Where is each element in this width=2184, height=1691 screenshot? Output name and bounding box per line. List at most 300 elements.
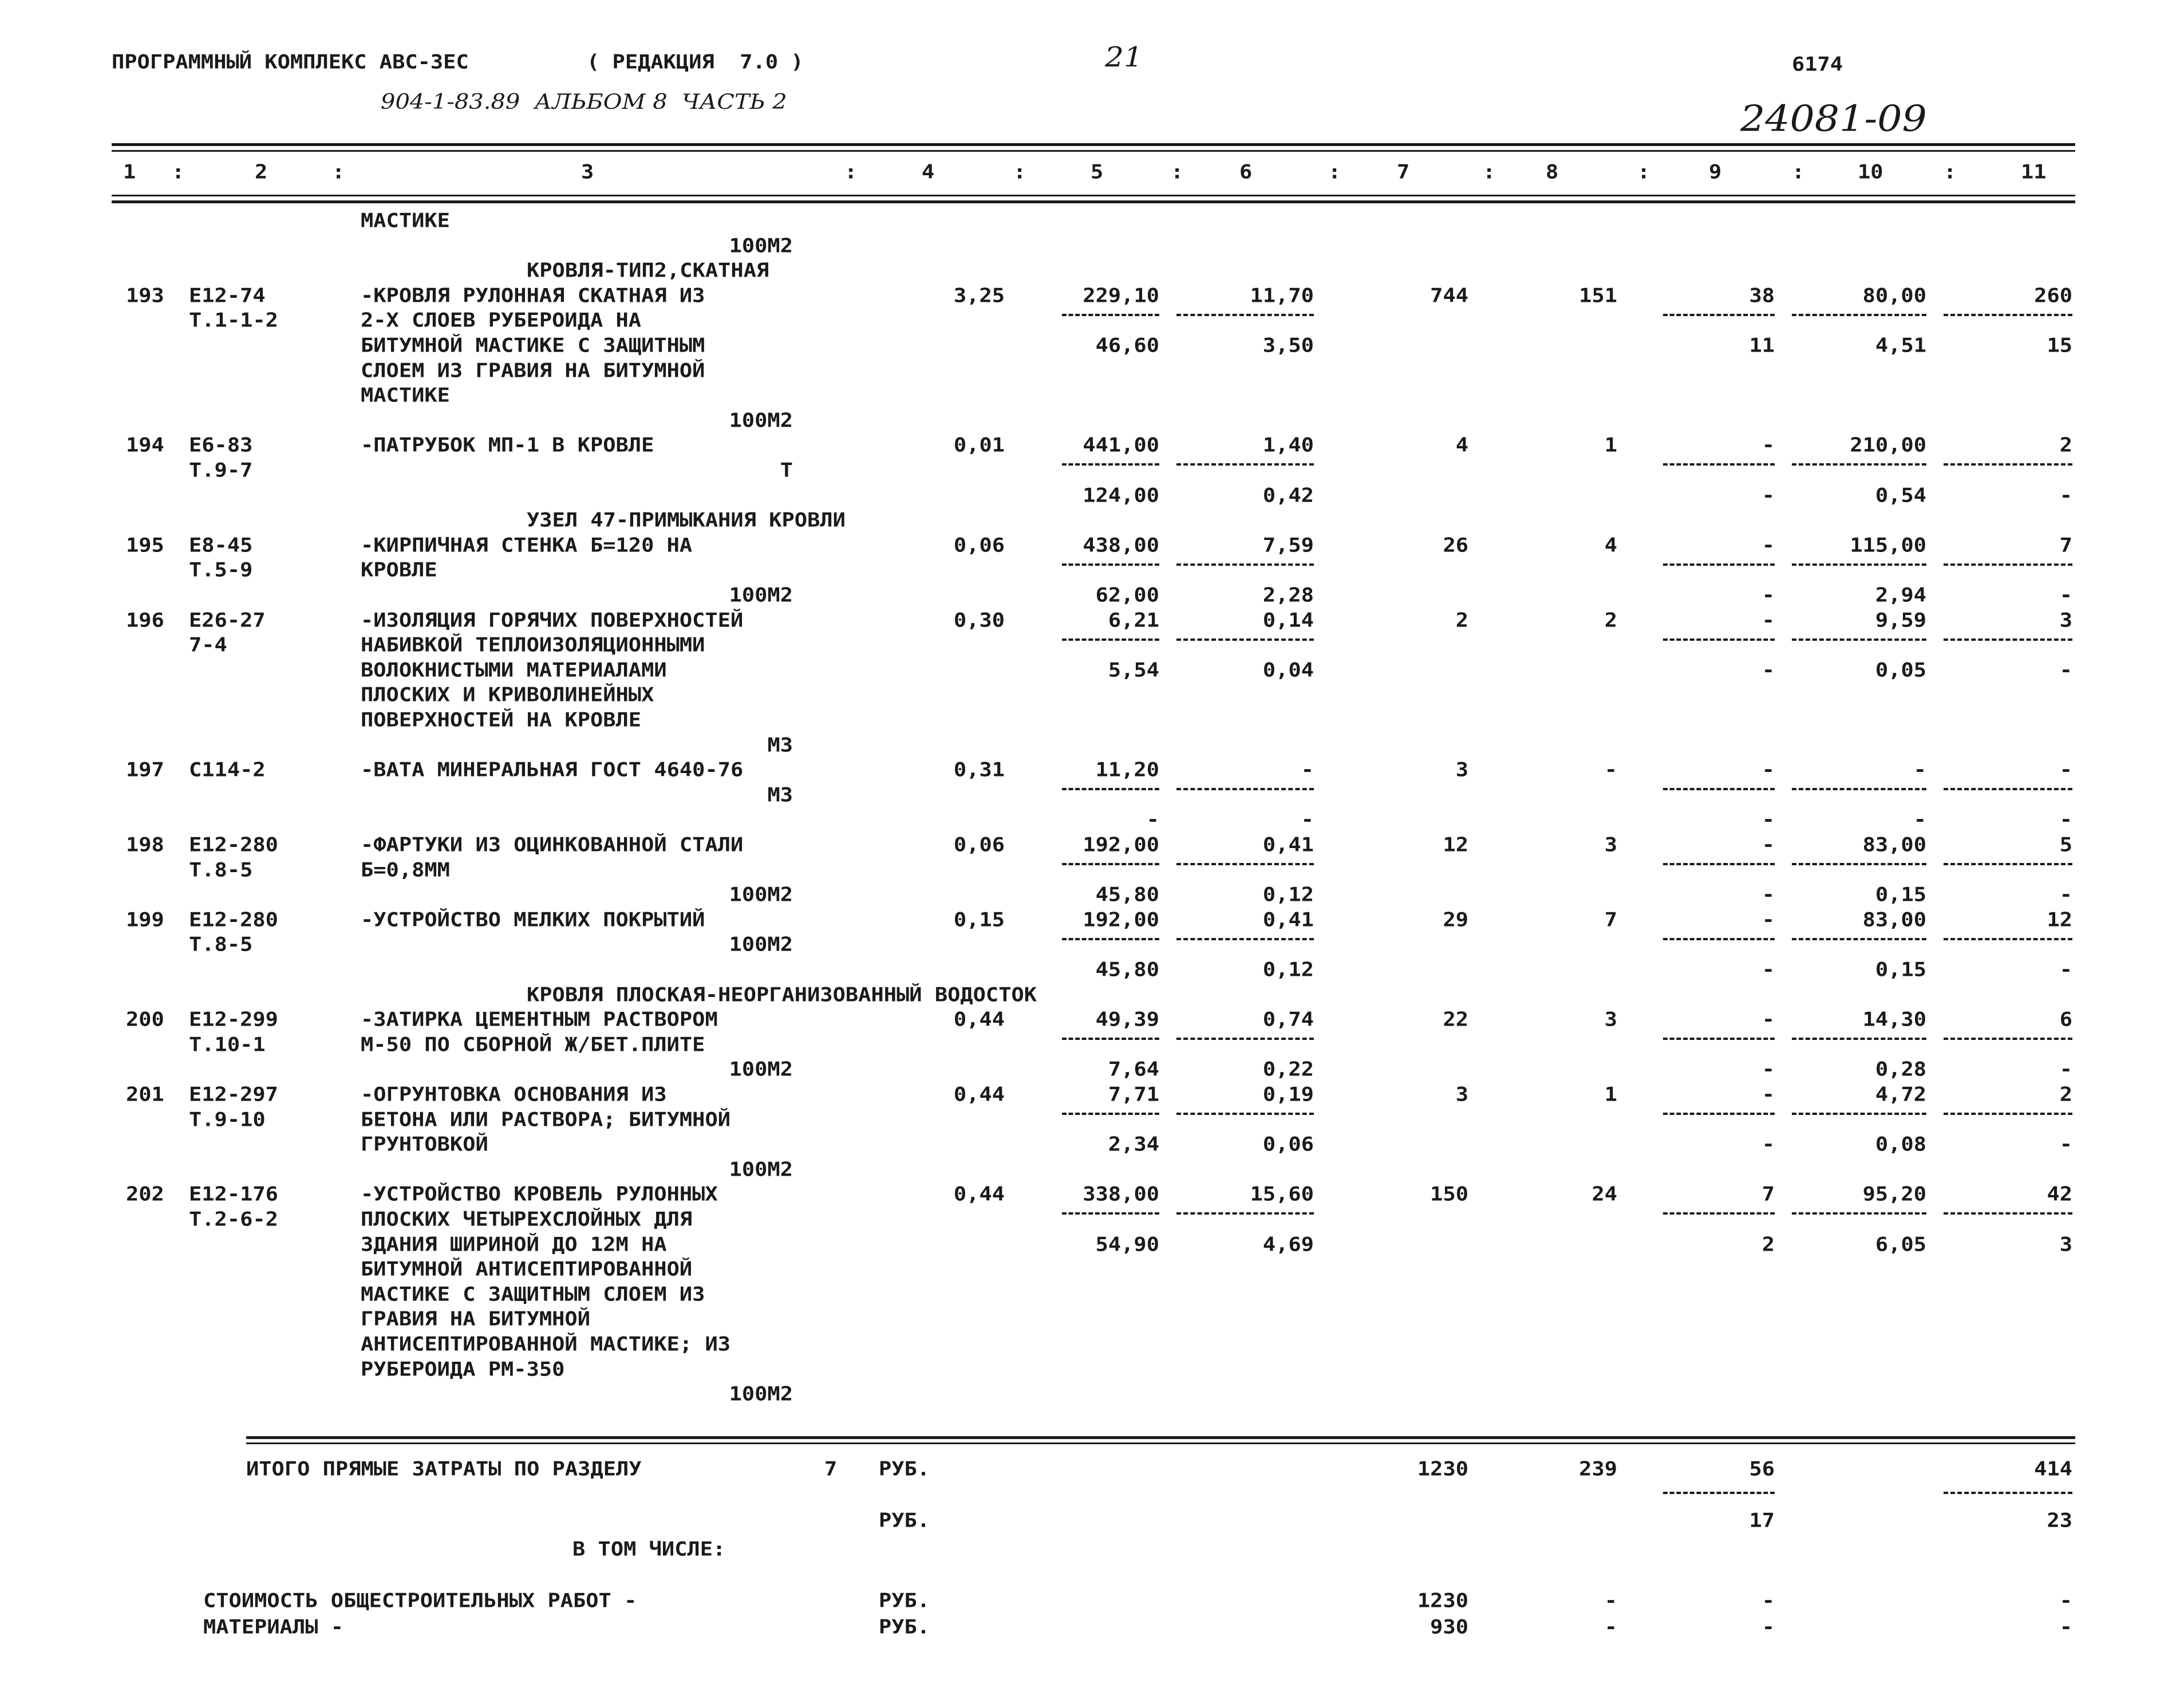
column-separator: : [1944, 160, 1957, 183]
subtotal-divider [1176, 563, 1314, 566]
unit-of-measure: Т [780, 459, 793, 482]
column-separator: : [1328, 160, 1341, 183]
work-description: -УСТРОЙСТВО КРОВЕЛЬ РУЛОННЫХ [361, 1182, 718, 1205]
work-description: -ЗАТИРКА ЦЕМЕНТНЫМ РАСТВОРОМ [361, 1008, 718, 1031]
item-number: 199 [126, 908, 164, 931]
column-separator: : [332, 160, 345, 183]
cell-col-7: 4 [1455, 433, 1468, 456]
subtotal-divider [1792, 1113, 1926, 1115]
cell-col-8: 24 [1591, 1182, 1617, 1205]
column-header-9: 9 [1709, 160, 1722, 183]
item-number: 196 [126, 609, 164, 632]
cell-col-6: 4,69 [1262, 1233, 1314, 1256]
column-header-5: 5 [1091, 160, 1104, 183]
cell-col-8: 2 [1604, 609, 1617, 632]
work-description: БЕТОНА ИЛИ РАСТВОРА; БИТУМНОЙ [361, 1108, 731, 1131]
item-number: 194 [126, 433, 164, 456]
totals-item-col-9: - [1762, 1615, 1775, 1638]
cell-col-10: 0,15 [1875, 883, 1926, 906]
totals-item-label: СТОИМОСТЬ ОБЩЕСТРОИТЕЛЬНЫХ РАБОТ - [203, 1589, 637, 1612]
cell-col-10: 95,20 [1862, 1182, 1926, 1205]
cell-col-10: 2,94 [1875, 584, 1926, 606]
subtotal-divider [1663, 788, 1775, 790]
cell-col-10: 6,05 [1875, 1233, 1926, 1256]
cell-col-10: 0,15 [1875, 958, 1926, 981]
cell-col-11: - [2059, 484, 2072, 507]
column-header-8: 8 [1546, 160, 1559, 183]
totals-unit: РУБ. [879, 1457, 930, 1480]
cell-col-9: - [1762, 808, 1775, 831]
totals-unit: РУБ. [879, 1509, 930, 1532]
totals-item-col-8: - [1604, 1589, 1617, 1612]
totals-label: ИТОГО ПРЯМЫЕ ЗАТРАТЫ ПО РАЗДЕЛУ [246, 1457, 642, 1480]
unit-of-measure: М3 [767, 783, 793, 806]
cell-col-8: 3 [1604, 833, 1617, 856]
cell-col-10: 0,54 [1875, 484, 1926, 507]
subtotal-divider [1176, 1038, 1314, 1040]
rate-code: Е12-299 [189, 1008, 278, 1031]
subtotal-divider [1663, 1212, 1775, 1215]
cell-col-9: - [1762, 758, 1775, 781]
cell-col-6: 0,42 [1262, 484, 1314, 507]
subtotal-divider [1663, 463, 1775, 466]
cell-col-11: 2 [2059, 1083, 2072, 1106]
subtotal-divider [1663, 1038, 1775, 1040]
work-description: -УСТРОЙСТВО МЕЛКИХ ПОКРЫТИЙ [361, 908, 705, 931]
column-separator: : [172, 160, 185, 183]
cell-col-8: 1 [1604, 1083, 1617, 1106]
cell-col-11: 2 [2059, 433, 2072, 456]
cell-col-4: 0,44 [953, 1182, 1005, 1205]
subtotal-divider [1062, 938, 1159, 940]
unit-of-measure: 100М2 [729, 234, 793, 257]
subtotal-divider [1792, 788, 1926, 790]
cell-col-5: 438,00 [1083, 534, 1159, 557]
subtotal-divider [1944, 314, 2072, 316]
cell-col-11: 12 [2047, 908, 2072, 931]
cell-col-5: 46,60 [1095, 334, 1159, 357]
work-description: -ПАТРУБОК МП-1 В КРОВЛЕ [361, 433, 654, 456]
column-separator: : [1013, 160, 1026, 183]
cell-col-4: 0,01 [953, 433, 1005, 456]
cell-col-6: 0,04 [1262, 659, 1314, 681]
program-title: ПРОГРАММНЫЙ КОМПЛЕКС АВС-3ЕС [112, 50, 469, 73]
work-description: -ФАРТУКИ ИЗ ОЦИНКОВАННОЙ СТАЛИ [361, 833, 744, 856]
cell-col-6: 2,28 [1262, 584, 1314, 606]
subtotal-divider [1944, 863, 2072, 865]
cell-col-7: 744 [1430, 284, 1468, 307]
cell-col-8: 7 [1604, 908, 1617, 931]
subtotal-divider [1792, 563, 1926, 566]
rate-code: С114-2 [189, 758, 266, 781]
work-description: -КРОВЛЯ РУЛОННАЯ СКАТНАЯ ИЗ [361, 284, 705, 307]
cell-col-9: 38 [1749, 284, 1775, 307]
column-header-10: 10 [1858, 160, 1883, 183]
subtotal-divider [1062, 563, 1159, 566]
rate-code: Е12-280 [189, 833, 278, 856]
work-description: РУБЕРОИДА РМ-350 [361, 1358, 565, 1381]
rate-code: Е12-176 [189, 1182, 278, 1205]
column-separator: : [844, 160, 858, 183]
cell-col-10: 115,00 [1850, 534, 1926, 557]
work-description: М-50 ПО СБОРНОЙ Ж/БЕТ.ПЛИТЕ [361, 1033, 705, 1056]
subtotal-divider [1176, 863, 1314, 865]
work-description: -КИРПИЧНАЯ СТЕНКА Б=120 НА [361, 534, 693, 557]
totals-section-number: 7 [824, 1457, 838, 1480]
rate-code: Т.9-7 [189, 459, 253, 482]
cell-col-11: 3 [2059, 609, 2072, 632]
rate-code: 7-4 [189, 633, 227, 656]
subtotal-divider [1944, 788, 2072, 790]
rate-code: Е12-74 [189, 284, 266, 307]
subtotal-divider [1176, 938, 1314, 940]
work-description: Б=0,8ММ [361, 858, 450, 881]
cell-col-9: - [1762, 584, 1775, 606]
subtotal-divider [1663, 563, 1775, 566]
cell-col-5: 45,80 [1095, 883, 1159, 906]
totals-item-col-9: - [1762, 1589, 1775, 1612]
cell-col-6: 0,12 [1262, 883, 1314, 906]
cell-col-8: 1 [1604, 433, 1617, 456]
subtotal-divider [1062, 463, 1159, 466]
cell-col-9: 7 [1762, 1182, 1775, 1205]
cell-col-4: 0,31 [953, 758, 1005, 781]
cell-col-9: - [1762, 659, 1775, 681]
column-header-6: 6 [1239, 160, 1253, 183]
cell-col-6: 7,59 [1262, 534, 1314, 557]
totals-divider [1663, 1492, 1775, 1494]
cell-col-11: - [2059, 584, 2072, 606]
header-rule-thick [112, 200, 2075, 203]
unit-of-measure: 100М2 [729, 883, 793, 906]
cell-col-4: 0,06 [953, 534, 1005, 557]
cell-col-10: - [1913, 758, 1926, 781]
cell-col-10: 0,05 [1875, 659, 1926, 681]
work-description: -ВАТА МИНЕРАЛЬНАЯ ГОСТ 4640-76 [361, 758, 744, 781]
totals-col-9: 56 [1749, 1457, 1775, 1480]
work-description: ПОВЕРХНОСТЕЙ НА КРОВЛЕ [361, 708, 642, 731]
subtotal-divider [1944, 1038, 2072, 1040]
subtotal-divider [1792, 1212, 1926, 1215]
item-number: 197 [126, 758, 164, 781]
totals-col-7: 1230 [1417, 1457, 1468, 1480]
work-description: БИТУМНОЙ МАСТИКЕ С ЗАЩИТНЫМ [361, 334, 705, 357]
cell-col-9: - [1762, 484, 1775, 507]
totals-rule-thin [246, 1442, 2075, 1444]
subtotal-divider [1176, 638, 1314, 641]
edition-label: ( РЕДАКЦИЯ 7.0 ) [587, 50, 804, 73]
cell-col-4: 0,44 [953, 1008, 1005, 1031]
cell-col-9: - [1762, 1058, 1775, 1081]
cell-col-6: 0,12 [1262, 958, 1314, 981]
cell-col-11: 42 [2047, 1182, 2072, 1205]
unit-of-measure: М3 [767, 734, 793, 756]
unit-of-measure: 100М2 [729, 1158, 793, 1181]
cell-col-9: - [1762, 1008, 1775, 1031]
album-reference: 904-1-83.89 АЛЬБОМ 8 ЧАСТЬ 2 [381, 90, 787, 115]
totals-item-col-11: - [2059, 1615, 2072, 1638]
item-number: 200 [126, 1008, 164, 1031]
cell-col-4: 0,44 [953, 1083, 1005, 1106]
header-rule [112, 195, 2075, 196]
cell-col-7: 150 [1430, 1182, 1468, 1205]
subtotal-divider [1062, 1038, 1159, 1040]
subtotal-divider [1792, 1038, 1926, 1040]
cell-col-5: 49,39 [1095, 1008, 1159, 1031]
rate-code: Е8-45 [189, 534, 253, 557]
cell-col-6: 0,74 [1262, 1008, 1314, 1031]
cell-col-5: 11,20 [1095, 758, 1159, 781]
subtotal-divider [1792, 938, 1926, 940]
subtotal-divider [1062, 1113, 1159, 1115]
subtotal-divider [1663, 863, 1775, 865]
subtotal-divider [1062, 863, 1159, 865]
work-description: АНТИСЕПТИРОВАННОЙ МАСТИКЕ; ИЗ [361, 1333, 731, 1355]
subtotal-divider [1663, 1113, 1775, 1115]
cell-col-6: 0,41 [1262, 908, 1314, 931]
unit-of-measure: 100М2 [729, 1382, 793, 1405]
cell-col-11: - [2059, 1058, 2072, 1081]
cell-col-6: 11,70 [1250, 284, 1314, 307]
cell-col-4: 0,06 [953, 833, 1005, 856]
cell-col-10: - [1913, 808, 1926, 831]
cell-col-10: 4,72 [1875, 1083, 1926, 1106]
page-number: 21 [1105, 41, 1143, 73]
unit-of-measure: 100М2 [729, 409, 793, 432]
column-separator: : [1792, 160, 1805, 183]
cell-col-5: 5,54 [1108, 659, 1159, 681]
rate-code: Т.8-5 [189, 933, 253, 956]
subtotal-divider [1176, 463, 1314, 466]
column-header-2: 2 [255, 160, 268, 183]
subtotal-divider [1176, 314, 1314, 316]
cell-col-6: 3,50 [1262, 334, 1314, 357]
cell-col-11: - [2059, 659, 2072, 681]
top-rule-thin [112, 150, 2075, 152]
cell-col-7: 26 [1443, 534, 1468, 557]
cell-col-11: 7 [2059, 534, 2072, 557]
subtotal-divider [1176, 788, 1314, 790]
cell-col-6: - [1301, 758, 1314, 781]
work-description: -ИЗОЛЯЦИЯ ГОРЯЧИХ ПОВЕРХНОСТЕЙ [361, 609, 744, 632]
cell-col-9: - [1762, 1083, 1775, 1106]
cell-col-10: 83,00 [1862, 833, 1926, 856]
cell-col-6: 15,60 [1250, 1182, 1314, 1205]
cell-col-11: 5 [2059, 833, 2072, 856]
cell-col-4: 0,30 [953, 609, 1005, 632]
cell-col-7: 3 [1455, 758, 1468, 781]
column-separator: : [1637, 160, 1650, 183]
cell-col-5: 229,10 [1083, 284, 1159, 307]
cell-col-4: 0,15 [953, 908, 1005, 931]
cell-col-10: 4,51 [1875, 334, 1926, 357]
subtotal-divider [1944, 563, 2072, 566]
column-header-11: 11 [2021, 160, 2047, 183]
item-number: 202 [126, 1182, 164, 1205]
totals-col-11: 414 [2034, 1457, 2072, 1480]
item-number: 201 [126, 1083, 164, 1106]
subtotal-divider [1944, 1212, 2072, 1215]
cell-col-10: 9,59 [1875, 609, 1926, 632]
unit-of-measure: 100М2 [729, 584, 793, 606]
cell-col-11: 260 [2034, 284, 2072, 307]
column-header-4: 4 [922, 160, 935, 183]
work-description: ЗДАНИЯ ШИРИНОЙ ДО 12М НА [361, 1233, 667, 1256]
subtotal-divider [1062, 638, 1159, 641]
cell-col-10: 0,28 [1875, 1058, 1926, 1081]
document-number: 6174 [1792, 53, 1843, 76]
work-description: ГРАВИЯ НА БИТУМНОЙ [361, 1307, 590, 1330]
cell-col-11: - [2059, 883, 2072, 906]
column-separator: : [1483, 160, 1496, 183]
cell-col-8: 151 [1579, 284, 1617, 307]
cell-col-7: 12 [1443, 833, 1468, 856]
subtotal-divider [1062, 788, 1159, 790]
cell-col-6: 1,40 [1262, 433, 1314, 456]
cell-col-5: 2,34 [1108, 1133, 1159, 1156]
rate-code: Т.5-9 [189, 558, 253, 581]
cell-col-9: 2 [1762, 1233, 1775, 1256]
totals-item-unit: РУБ. [879, 1615, 930, 1638]
subtotal-divider [1663, 638, 1775, 641]
cell-col-7: 22 [1443, 1008, 1468, 1031]
subtotal-divider [1062, 314, 1159, 316]
cell-col-5: 7,64 [1108, 1058, 1159, 1081]
item-number: 198 [126, 833, 164, 856]
subtotal-divider [1944, 938, 2072, 940]
work-description: -ОГРУНТОВКА ОСНОВАНИЯ ИЗ [361, 1083, 667, 1106]
cell-col-5: - [1146, 808, 1159, 831]
cell-col-7: 3 [1455, 1083, 1468, 1106]
cell-col-5: 124,00 [1083, 484, 1159, 507]
cell-col-5: 54,90 [1095, 1233, 1159, 1256]
cell-col-7: 2 [1455, 609, 1468, 632]
cell-col-9: - [1762, 908, 1775, 931]
subtotal-divider [1176, 1212, 1314, 1215]
totals-item-col-7: 1230 [1417, 1589, 1468, 1612]
rate-code: Т.8-5 [189, 858, 253, 881]
item-number: 195 [126, 534, 164, 557]
totals-col-11: 23 [2047, 1509, 2072, 1532]
rate-code: Е26-27 [189, 609, 266, 632]
cell-col-8: 4 [1604, 534, 1617, 557]
cell-col-10: 14,30 [1862, 1008, 1926, 1031]
section-heading: УЗЕЛ 47-ПРИМЫКАНИЯ КРОВЛИ [527, 509, 846, 531]
cell-col-11: - [2059, 808, 2072, 831]
work-description: ГРУНТОВКОЙ [361, 1133, 488, 1156]
rate-code: Е12-280 [189, 908, 278, 931]
cell-col-10: 83,00 [1862, 908, 1926, 931]
cell-col-11: 6 [2059, 1008, 2072, 1031]
cell-col-11: - [2059, 958, 2072, 981]
cell-col-9: - [1762, 833, 1775, 856]
cell-col-5: 441,00 [1083, 433, 1159, 456]
rate-code: Е6-83 [189, 433, 253, 456]
including-label: В ТОМ ЧИСЛЕ: [572, 1538, 726, 1560]
cell-col-5: 62,00 [1095, 584, 1159, 606]
column-separator: : [1171, 160, 1184, 183]
cell-col-9: - [1762, 534, 1775, 557]
cell-col-6: 0,22 [1262, 1058, 1314, 1081]
subtotal-divider [1176, 1113, 1314, 1115]
subtotal-divider [1792, 863, 1926, 865]
cell-col-4: 3,25 [953, 284, 1005, 307]
cell-col-5: 7,71 [1108, 1083, 1159, 1106]
work-description: МАСТИКЕ С ЗАЩИТНЫМ СЛОЕМ ИЗ [361, 1283, 705, 1306]
cell-col-9: - [1762, 609, 1775, 632]
cell-col-10: 80,00 [1862, 284, 1926, 307]
work-description: СЛОЕМ ИЗ ГРАВИЯ НА БИТУМНОЙ [361, 359, 705, 382]
totals-item-col-11: - [2059, 1589, 2072, 1612]
rate-code: Т.9-10 [189, 1108, 266, 1131]
totals-item-col-7: 930 [1430, 1615, 1468, 1638]
work-description: 2-Х СЛОЕВ РУБЕРОИДА НА [361, 309, 642, 332]
totals-col-9: 17 [1749, 1509, 1775, 1532]
work-description: ВОЛОКНИСТЫМИ МАТЕРИАЛАМИ [361, 659, 667, 681]
rate-code: Т.10-1 [189, 1033, 266, 1056]
totals-item-col-8: - [1604, 1615, 1617, 1638]
totals-divider [1944, 1492, 2072, 1494]
item-number: 193 [126, 284, 164, 307]
cell-col-8: - [1604, 758, 1617, 781]
work-description: БИТУМНОЙ АНТИСЕПТИРОВАННОЙ [361, 1258, 693, 1280]
column-header-7: 7 [1397, 160, 1410, 183]
rate-code: Т.1-1-2 [189, 309, 278, 332]
work-description: МАСТИКЕ [361, 384, 450, 407]
work-description: НАБИВКОЙ ТЕПЛОИЗОЛЯЦИОННЫМИ [361, 633, 705, 656]
cell-col-9: 11 [1749, 334, 1775, 357]
subtotal-divider [1792, 638, 1926, 641]
rate-code: Е12-297 [189, 1083, 278, 1106]
subtotal-divider [1663, 314, 1775, 316]
cell-col-8: 3 [1604, 1008, 1617, 1031]
subtotal-divider [1663, 938, 1775, 940]
work-description: МАСТИКЕ [361, 209, 450, 232]
subtotal-divider [1944, 463, 2072, 466]
cell-col-6: 0,19 [1262, 1083, 1314, 1106]
subtotal-divider [1792, 314, 1926, 316]
cell-col-5: 45,80 [1095, 958, 1159, 981]
cell-col-9: - [1762, 883, 1775, 906]
cell-col-11: 3 [2059, 1233, 2072, 1256]
subtotal-divider [1944, 638, 2072, 641]
cell-col-9: - [1762, 1133, 1775, 1156]
unit-of-measure: 100М2 [729, 933, 793, 956]
subtotal-divider [1792, 463, 1926, 466]
column-header-1: 1 [123, 160, 136, 183]
cell-col-5: 6,21 [1108, 609, 1159, 632]
cell-col-11: 15 [2047, 334, 2072, 357]
totals-item-unit: РУБ. [879, 1589, 930, 1612]
cell-col-11: - [2059, 1133, 2072, 1156]
top-rule [112, 143, 2075, 146]
cell-col-10: 210,00 [1850, 433, 1926, 456]
cell-col-9: - [1762, 958, 1775, 981]
cell-col-5: 192,00 [1083, 908, 1159, 931]
totals-col-8: 239 [1579, 1457, 1617, 1480]
cell-col-6: 0,14 [1262, 609, 1314, 632]
cell-col-5: 192,00 [1083, 833, 1159, 856]
cell-col-9: - [1762, 433, 1775, 456]
work-description: ПЛОСКИХ И КРИВОЛИНЕЙНЫХ [361, 683, 654, 706]
cell-col-11: - [2059, 758, 2072, 781]
section-heading: КРОВЛЯ ПЛОСКАЯ-НЕОРГАНИЗОВАННЫЙ ВОДОСТОК [527, 983, 1037, 1006]
totals-item-label: МАТЕРИАЛЫ - [203, 1615, 344, 1638]
cell-col-7: 29 [1443, 908, 1468, 931]
cell-col-10: 0,08 [1875, 1133, 1926, 1156]
subtotal-divider [1062, 1212, 1159, 1215]
totals-rule [246, 1436, 2075, 1439]
